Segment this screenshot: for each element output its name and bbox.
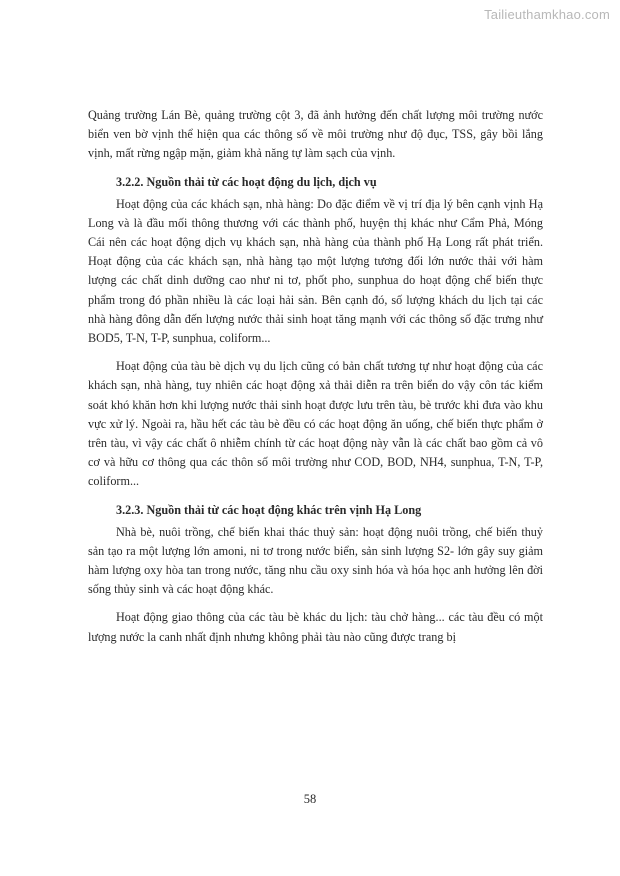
paragraph: Hoạt động giao thông của các tàu bè khác du lịch: tàu chở hàng... các tàu đều có một lượng nước la canh nhất định nhưng không phải tàu nào cũng được trang bị <box>88 610 543 644</box>
paragraph: Hoạt động của các khách sạn, nhà hàng: Do đặc điểm về vị trí địa lý bên cạnh vịnh Hạ Long và là đầu mối thông thương với các thành phố, huyện thị khác như Cẩm Phả, Móng Cái nên các hoạt động dịch vụ khách sạn, nhà hàng của thành phố Hạ Long rất phát triển. Hoạt động của các khách sạn, nhà hàng tạo một lượng tương đối lớn nước thải với hàm lượng các chất dinh dưỡng cao như ni tơ, phốt pho, sunphua do hoạt động chế biến thực phẩm trong đó phần nhiều là các loại hải sản. Bên cạnh đó, số lượng khách du lịch tại các nhà hàng đông dẫn đến lượng nước thải sinh hoạt tăng mạnh với các thông số đặc trưng như BOD5, T-N, T-P, sunphua, coliform... <box>88 196 543 346</box>
section-heading: 3.2.3. Nguồn thải từ các hoạt động khác trên vịnh Hạ Long <box>116 502 422 517</box>
paragraph: Nhà bè, nuôi trồng, chế biến khai thác thuỷ sản: hoạt động nuôi trồng, chế biến thuỷ sản tạo ra một lượng lớn amoni, ni tơ trong nước biển, sản sinh lượng S2- lớn gây suy giảm hàm lượng oxy hòa tan trong nước, tăng nhu cầu oxy sinh hóa và hóa học anh hưởng lên đời sống thủy sinh và các hoạt động khác. <box>88 524 543 597</box>
section-heading: 3.2.2. Nguồn thải từ các hoạt động du lịch, dịch vụ <box>116 174 377 189</box>
body-text <box>88 106 543 647</box>
paragraph: Hoạt động của tàu bè dịch vụ du lịch cũng có bản chất tương tự như hoạt động của các khách sạn, nhà hàng, tuy nhiên các hoạt động xả thải diễn ra trên biển do vậy côn tác kiểm soát khó khăn hơn khi lượng nước thải sinh hoạt được lưu trên tàu, bè trước khi đưa vào khu vực xử lý. Ngoài ra, hầu hết các tàu bè đều có các hoạt động ăn uống, chế biến thực phẩm ở trên tàu, vì vậy các chất ô nhiễm chính từ các hoạt động này vẫn là các chất bao gồm cả vô cơ và hữu cơ thông qua các thôn số môi trường như COD, BOD, NH4, sunphua, T-N, T-P, coliform... <box>88 359 543 489</box>
watermark: Tailieuthamkhao.com <box>484 7 610 22</box>
page-number: 58 <box>303 792 317 806</box>
paragraph: Quảng trường Lán Bè, quảng trường cột 3, đã ảnh hưởng đến chất lượng môi trường nước biển ven bờ vịnh thể hiện qua các thông số về môi trường như độ đục, TSS, gây bồi lắng vịnh, mất rừng ngập mặn, giảm khả năng tự làm sạch của vịnh. <box>88 108 543 161</box>
